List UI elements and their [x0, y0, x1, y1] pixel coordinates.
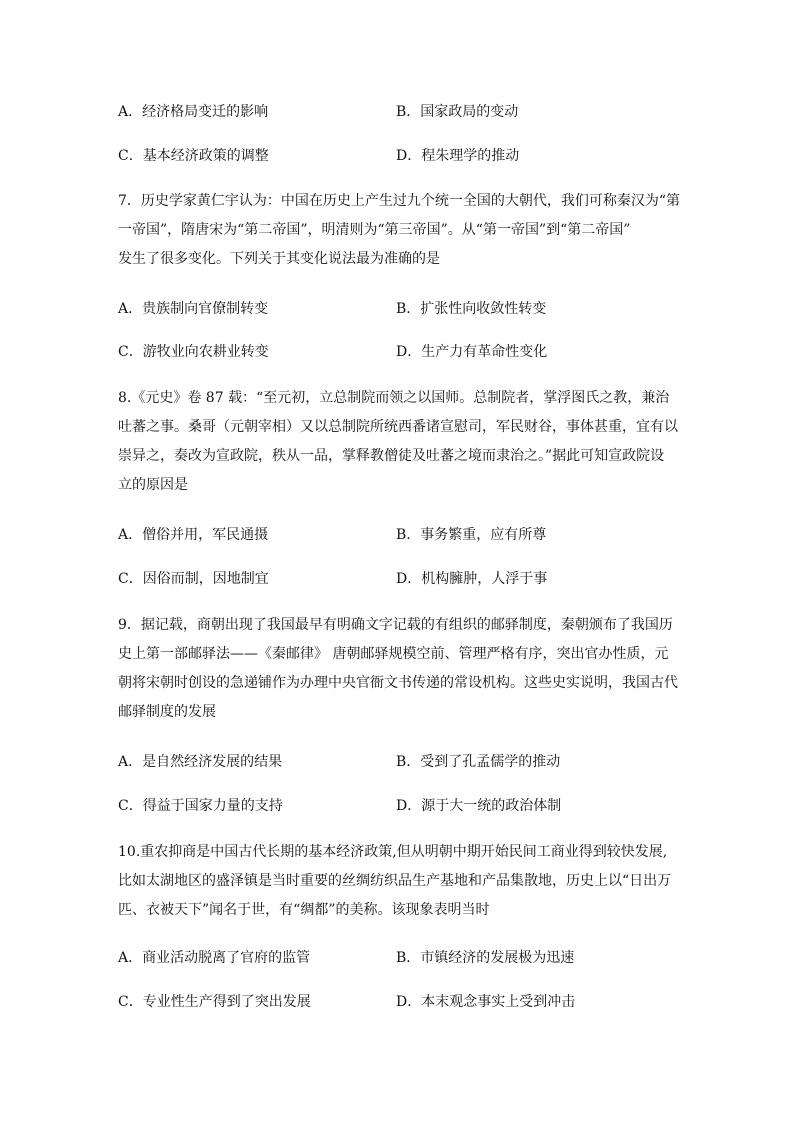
q7-stem: [118, 187, 684, 274]
q9-option-c: C．得益于国家力量的支持: [118, 798, 283, 814]
q8-option-row-1: [118, 523, 698, 547]
q8-option-b: B．事务繁重，应有所尊: [396, 527, 547, 543]
q8-stem-line: 崇异之，奏改为宣政院，秩从一品，掌释教僧徒及吐蕃之境而隶治之。”据此可知宣政院设: [118, 448, 665, 464]
q9-option-row-2: [118, 794, 698, 818]
q8-stem-line: 立的原因是: [118, 477, 188, 493]
q8-option-a: A．僧俗并用，军民通摄: [118, 527, 269, 543]
q6-option-row-1: [118, 100, 698, 124]
q10-stem-line: 比如太湖地区的盛泽镇是当时重要的丝绸纺织品生产基地和产品集散地，历史上以“日出万: [118, 873, 672, 889]
q6-option-d: D．程朱理学的推动: [396, 148, 520, 164]
q7-option-d: D．生产力有革命性变化: [396, 344, 548, 360]
q8-option-row-2: [118, 567, 698, 591]
q6-option-a: A．经济格局变迁的影响: [118, 104, 269, 120]
q8-stem-line: 吐蕃之事。桑哥（元朝宰相）又以总制院所统西番诸宣慰司，军民财谷，事体甚重，宜有以: [118, 419, 678, 435]
q10-option-a: A．商业活动脱离了官府的监管: [118, 950, 311, 966]
q10-stem: [118, 838, 684, 925]
q8-stem-line: 8.《元史》卷 87 载：“至元初，立总制院而领之以国师。总制院者，掌浮图氏之教，兼治: [118, 390, 670, 406]
q9-option-b: B．受到了孔孟儒学的推动: [396, 754, 561, 770]
q7-option-row-1: [118, 297, 698, 321]
q9-stem: [118, 611, 684, 727]
q7-option-c: C．游牧业向农耕业转变: [118, 344, 269, 360]
q10-stem-line: 10.重农抑商是中国古代长期的基本经济政策,但从明朝中期开始民间工商业得到较快发展,: [118, 844, 668, 860]
q9-stem-line: 9．据记载，商朝出现了我国最早有明确文字记载的有组织的邮驿制度，秦朝颁布了我国历: [118, 617, 673, 633]
q10-option-c: C．专业性生产得到了突出发展: [118, 994, 311, 1010]
q9-stem-line: 史上第一部邮驿法——《秦邮律》 唐朝邮驿规模空前、管理严格有序，突出官办性质，元: [118, 646, 669, 662]
q6-option-row-2: [118, 144, 698, 168]
q7-option-b: B．扩张性向收敛性转变: [396, 301, 547, 317]
q8-option-c: C．因俗而制，因地制宜: [118, 571, 269, 587]
q9-option-d: D．源于大一统的政治体制: [396, 798, 562, 814]
q7-stem-line: 发生了很多变化。下列关于其变化说法最为准确的是: [118, 251, 440, 267]
q10-option-row-2: [118, 990, 698, 1014]
q7-option-row-2: [118, 340, 698, 364]
q10-option-b: B．市镇经济的发展极为迅速: [396, 950, 575, 966]
q6-option-c: C．基本经济政策的调整: [118, 148, 269, 164]
q9-stem-line: 朝将宋朝时创设的急递铺作为办理中央官衙文书传递的常设机构。这些史实说明，我国古代: [118, 675, 678, 691]
q10-option-d: D．本末观念事实上受到冲击: [396, 994, 576, 1010]
q10-option-row-1: [118, 946, 698, 970]
q8-option-d: D．机构臃肿，人浮于事: [396, 571, 548, 587]
q7-stem-line: 一帝国”，隋唐宋为“第二帝国”，明清则为“第三帝国”。从“第一帝国”到“第二帝国”: [118, 222, 631, 238]
q7-option-a: A．贵族制向官僚制转变: [118, 301, 269, 317]
q6-option-b: B．国家政局的变动: [396, 104, 519, 120]
q9-stem-line: 邮驿制度的发展: [118, 704, 216, 720]
q9-option-a: A．是自然经济发展的结果: [118, 754, 283, 770]
q9-option-row-1: [118, 750, 698, 774]
q10-stem-line: 匹、衣被天下”闻名于世，有“绸都”的美称。该现象表明当时: [118, 902, 490, 918]
q7-stem-line: 7．历史学家黄仁宇认为：中国在历史上产生过九个统一全国的大朝代，我们可称秦汉为“第: [118, 193, 681, 209]
q8-stem: [118, 384, 684, 500]
